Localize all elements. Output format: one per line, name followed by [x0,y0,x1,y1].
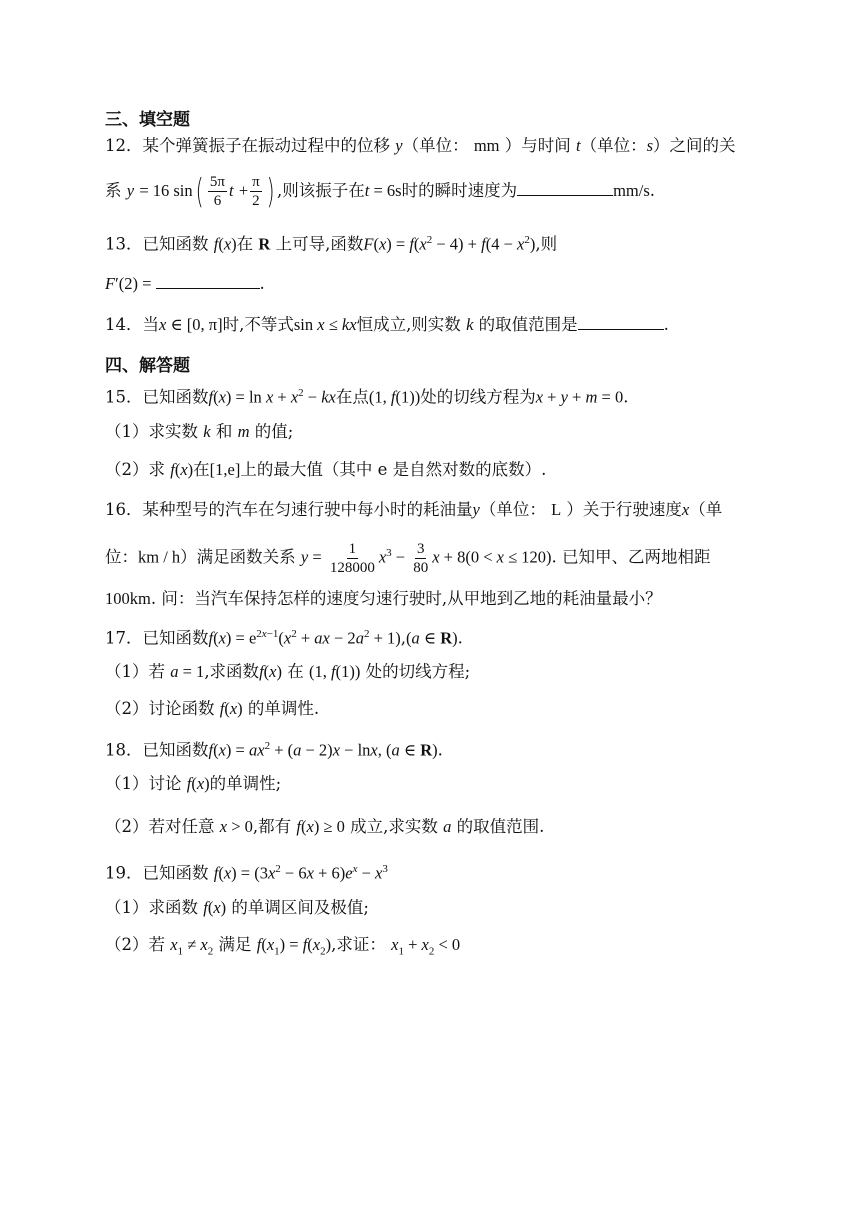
math-expr: f [296,817,301,836]
q16-text: . 问：当汽车保持怎样的速度匀速行驶时,从甲地到乙地的耗油量最小？ [150,589,662,608]
question-17-line: 17．已知函数$f(x) = e^{2x-1}(x^2$ + ax − $2a^2 + 1),(a$ ∈ R). [105,628,463,648]
question-18-part-2: （2）若对任意 x > 0,都有 f(x) ≥ 0 成立,求实数 a 的取值范围. [105,817,545,836]
q14-text: . [663,315,669,334]
q12-text: 时的瞬时速度为 [401,181,518,200]
math-expr: f [208,387,214,407]
math-var: y [472,500,480,519]
q18-text: . [437,740,443,760]
math-set-R: R [258,234,271,254]
question-18-part-1: （1）讨论 f(x)的单调性; [105,774,282,793]
question-19-part-2: （2）若 $x_1 \ne x_2$ 满足 $f(x_1) = f(x_2)$,求证： $x_1 + x_2 < 0$ [105,935,461,958]
answer-blank[interactable] [156,270,260,289]
math-expr: [1,e] [209,460,241,479]
q17-text: （1）若 [105,662,165,681]
q19-text: 已知函数 [142,863,209,883]
q13-text: . [259,274,265,293]
math-expr: x [391,935,399,954]
q17-text: 处的切线方程; [365,662,471,681]
math-expr: t [364,181,370,200]
answer-blank[interactable] [578,311,664,330]
section-answer-title: 四、解答题 [105,356,190,376]
question-19-part-1: （1）求函数 f(x) 的单调区间及极值; [105,898,369,917]
question-13-number: 13． [105,234,143,254]
q13-text: ,则 [535,234,558,254]
q19-text: ,求证： [331,935,386,954]
math-expr: x [535,387,544,407]
math-expr: sin [293,315,318,334]
math-var: a [443,817,452,836]
q18-text: （2）若对任意 [105,817,215,836]
q12-text: 系 [105,181,122,200]
q14-text: 当 [142,315,159,334]
q15-text: （1）求实数 [105,422,198,441]
question-12-number: 12． [105,136,143,155]
math-fraction: $\frac{\pi}{2}$ [252,174,260,209]
question-15-part-2: （2）求 f(x)在[1,e]上的最大值（其中 e 是自然对数的底数）. [105,460,547,479]
question-13-line-2: F′(2) = . [105,270,265,296]
q17-text: ,求函数 [204,662,260,681]
math-expr: f [203,898,208,917]
question-15-line: 15．已知函数$f(x) = \ln x + x^2$ − kx在点(1, f(1))处的切线方程为x + y + m = 0. [105,387,629,407]
q13-text: 已知函数 [142,234,209,254]
q15-text: 和 [215,422,233,441]
q17-text: 的单调性. [247,699,320,718]
q12-text: ）与时间 [504,136,571,155]
q16-text: ）满足函数关系 [180,547,296,567]
q12-text: ）之间的关 [653,136,736,155]
math-op: + [238,181,249,200]
q18-text: （1）讨论 [105,774,182,793]
math-expr: ( [218,234,224,254]
math-var: k [466,315,474,334]
q18-text: ,都有 [252,817,292,836]
question-17-part-2: （2）讨论函数 f(x) 的单调性. [105,699,320,718]
q18-text: 已知函数 [142,740,209,760]
q17-text: . [457,628,463,648]
question-16-line-3 [105,587,662,611]
math-var: m [237,422,250,441]
q14-text: 恒成立,则实数 [356,315,461,334]
math-expr: y [126,181,135,200]
q16-distance: 100km [105,589,151,608]
answer-blank[interactable] [517,177,613,196]
math-expr: x [219,817,228,836]
q16-text: 某种型号的汽车在匀速行驶中每小时的耗油量 [142,500,473,519]
math-expr: F [105,274,116,293]
q16-text: （单 [689,500,723,519]
q12-text: （单位： [580,136,647,155]
q12-unit-s: s [646,136,654,155]
q12-text: 某个弹簧振子在振动过程中的位移 [142,136,390,155]
q15-text: 已知函数 [142,387,209,407]
question-14-number: 14． [105,315,143,334]
q16-unit-L: L [551,500,562,519]
math-var: y [395,136,403,155]
q16-text: . 已知甲、乙两地相距 [551,547,711,567]
question-17-number: 17． [105,628,143,648]
math-expr: f [170,460,175,479]
q12-unit-mms: mm/s [613,181,650,200]
q14-text: 时,不等式 [222,315,294,334]
q17-text: （2）讨论函数 [105,699,215,718]
math-expr: f [213,863,219,883]
math-var: x [681,500,690,519]
math-expr: = 6s [369,181,402,200]
question-17-part-1: （1）若 a = 1,求函数f(x) 在 (1, f(1)) 处的切线方程; [105,662,471,681]
question-16-line-1 [105,498,722,522]
question-12-line-2 [105,166,655,216]
q12-unit-mm: mm [473,136,500,155]
math-fraction: $\frac{5\pi}{6}$ [209,174,225,209]
math-paren: ) [266,171,275,212]
question-19-line: 19．已知函数 $f(x) = (3x^2 - 6x + 6)e^x - x^3$ [105,863,388,883]
q18-text: 的单调性; [209,774,282,793]
math-expr: f [219,699,225,718]
math-expr: f [213,234,219,254]
q19-text: （2）若 [105,935,165,954]
math-fraction: $\frac{1}{128000}$ [329,540,375,576]
q15-text: . [623,387,629,407]
section-fill-in-title: 三、填空题 [105,110,190,130]
question-16-number: 16． [105,500,143,519]
math-expr: F [363,234,374,254]
q18-text: 的取值范围. [456,817,545,836]
question-15-part-1 [105,420,293,444]
math-expr: f [256,935,262,954]
math-var: t [228,181,234,200]
question-19-number: 19． [105,863,143,883]
q15-text: 处的切线方程为 [420,387,536,407]
math-expr: ( [406,628,412,648]
q17-text: 已知函数 [142,628,209,648]
q18-text: 成立,求实数 [350,817,438,836]
q15-text: 的值; [254,422,294,441]
question-18-number: 18． [105,740,143,760]
q15-text: （2）求 [105,460,165,479]
math-fraction: $\frac{3}{80}$ [413,540,429,576]
q13-text: 在 [236,234,254,254]
question-14-line: 14．当x ∈ [0, π]时,不等式sin x ≤ kx恒成立,则实数 k 的取值范围是 . [105,311,669,337]
math-paren: ( [195,171,204,212]
q17-text: 在 [287,662,304,681]
math-expr: x [170,935,178,954]
question-15-number: 15． [105,387,143,407]
math-var: k [203,422,211,441]
q19-text: 满足 [218,935,252,954]
math-expr: = 16 sin [139,181,193,200]
q15-text: 在点 [335,387,369,407]
q12-text: . [649,181,655,200]
question-12-line-1 [105,134,736,158]
question-16-line-2: 位：km / h）满足函数关系 y = $\frac{1}{128000}$ $x^3$ − $\frac{3}{80}$ x + 8(0 < x ≤ 120). 已知甲、乙两地相距 [105,540,711,576]
q16-text: 位： [105,547,138,567]
q16-unit-kmh: km / h [138,547,181,567]
q19-text: （1）求函数 [105,898,198,917]
q16-text: ）关于行驶速度 [566,500,682,519]
q13-text: 上可导,函数 [275,234,364,254]
math-expr: f [186,774,192,793]
question-13-line-1: 13．已知函数 f(x)在 R 上可导,函数$F(x) = f(x^2 - 4) + f(4 - x^2)$,则 [105,234,558,254]
math-expr: (1, [308,662,331,681]
q14-text: 的取值范围是 [478,315,578,334]
math-expr: (1, [368,387,391,407]
q12-text: ,则该振子在 [276,181,365,200]
q15-text: 上的最大值（其中 e 是自然对数的底数）. [240,460,547,479]
q16-text: （单位： [479,500,546,519]
q19-text: 的单调区间及极值; [231,898,369,917]
math-expr: f [208,740,214,760]
question-18-line: 18．已知函数$f(x) = ax^2 + (a - 2)x - \ln x$, (a ∈ R). [105,740,443,760]
q12-text: （单位： [402,136,469,155]
math-expr: a [170,662,179,681]
q15-text: 在 [193,460,210,479]
math-expr: f [259,662,264,681]
math-expr: y [300,547,309,567]
q17-text: , [400,628,406,648]
math-expr: f [208,628,214,648]
math-var: t [576,136,581,155]
math-expr: x [159,315,167,334]
